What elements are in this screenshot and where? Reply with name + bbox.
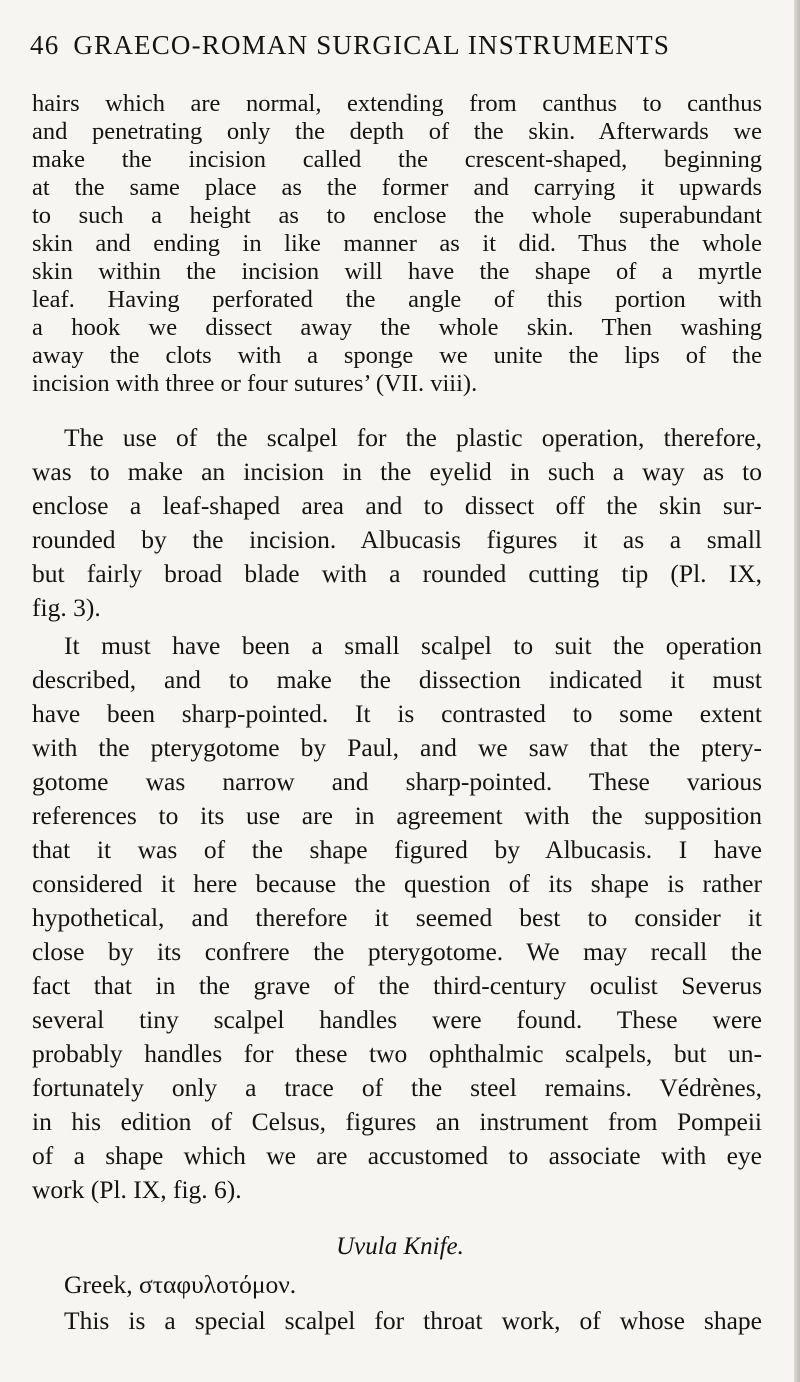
paragraph-line: have been sharp-pointed. It is contrasted to some extent <box>32 699 762 728</box>
page-number: 46 <box>30 30 60 60</box>
greek-term-line: Greek, σταφυλοτόμον. <box>64 1270 297 1299</box>
paragraph-line: gotome was narrow and sharp-pointed. These various <box>32 767 762 796</box>
paragraph-line: of a shape which we are accustomed to associate with eye <box>32 1141 762 1170</box>
quote-line: skin and ending in like manner as it did. Thus the whole <box>32 230 762 257</box>
paragraph-line: with the pterygotome by Paul, and we saw that the ptery- <box>32 733 762 762</box>
paragraph-line: fact that in the grave of the third-century oculist Severus <box>32 971 762 1000</box>
quote-line: skin within the incision will have the shape of a myrtle <box>32 258 762 285</box>
paragraph-line: described, and to make the dissection indicated it must <box>32 665 762 694</box>
paragraph-line: enclose a leaf-shaped area and to dissect off the skin sur- <box>32 491 762 520</box>
paragraph-line: It must have been a small scalpel to suit the operation <box>64 631 762 660</box>
paragraph-line: references to its use are in agreement with the supposition <box>32 801 762 830</box>
quote-line: away the clots with a sponge we unite the lips of the <box>32 342 762 369</box>
paragraph-line: was to make an incision in the eyelid in such a way as to <box>32 457 762 486</box>
quote-line: at the same place as the former and carrying it upwards <box>32 174 762 201</box>
paragraph-line: fig. 3). <box>32 593 101 622</box>
paragraph-line: but fairly broad blade with a rounded cutting tip (Pl. IX, <box>32 559 762 588</box>
page-edge-shadow <box>794 0 800 1382</box>
paragraph-line: rounded by the incision. Albucasis figures it as a small <box>32 525 762 554</box>
paragraph-line: considered it here because the question of its shape is rather <box>32 869 762 898</box>
quote-line: make the incision called the crescent-shaped, beginning <box>32 146 762 173</box>
paragraph-line: that it was of the shape figured by Albucasis. I have <box>32 835 762 864</box>
paragraph-line: fortunately only a trace of the steel remains. Védrènes, <box>32 1073 762 1102</box>
quote-line: and penetrating only the depth of the skin. Afterwards we <box>32 118 762 145</box>
running-title: GRAECO-ROMAN SURGICAL INSTRUMENTS <box>73 30 671 60</box>
quote-line: leaf. Having perforated the angle of this portion with <box>32 286 762 313</box>
paragraph-line: The use of the scalpel for the plastic operation, therefore, <box>64 423 762 452</box>
quote-line: incision with three or four sutures’ (VII. viii). <box>32 370 478 397</box>
running-header <box>30 30 760 61</box>
quote-line: hairs which are normal, extending from canthus to canthus <box>32 90 762 117</box>
paragraph-line: This is a special scalpel for throat work, of whose shape <box>64 1306 762 1335</box>
paragraph-line: close by its confrere the pterygotome. We may recall the <box>32 937 762 966</box>
paragraph-line: probably handles for these two ophthalmic scalpels, but un- <box>32 1039 762 1068</box>
paragraph-line: hypothetical, and therefore it seemed best to consider it <box>32 903 762 932</box>
section-heading: Uvula Knife. <box>336 1233 464 1260</box>
paragraph-line: several tiny scalpel handles were found. These were <box>32 1005 762 1034</box>
quote-line: a hook we dissect away the whole skin. Then washing <box>32 314 762 341</box>
paragraph-line: in his edition of Celsus, figures an instrument from Pompeii <box>32 1107 762 1136</box>
quote-line: to such a height as to enclose the whole superabundant <box>32 202 762 229</box>
paragraph-line: work (Pl. IX, fig. 6). <box>32 1175 242 1204</box>
